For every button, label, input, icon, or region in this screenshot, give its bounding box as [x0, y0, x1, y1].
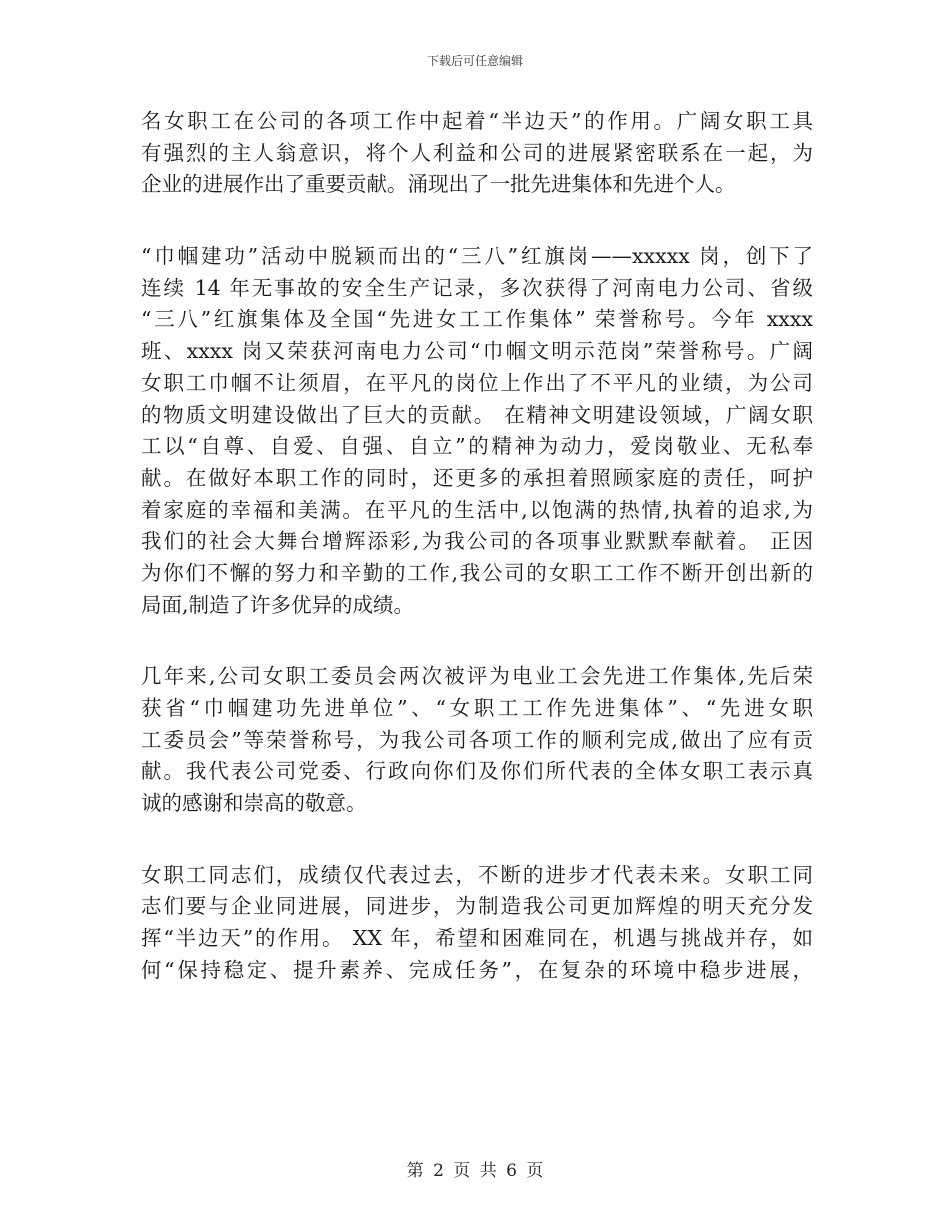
text-line: “巾帼建功”活动中脱颖而出的“三八”红旗岗——xxxxx 岗，创下了 — [141, 244, 813, 269]
document-body — [141, 106, 813, 1027]
text-line: 有强烈的主人翁意识，将个人利益和公司的进展紧密联系在一起，为 — [141, 140, 813, 165]
text-line: “三八”红旗集体及全国“先进女工工作集体” 荣誉称号。今年 xxxx — [141, 307, 813, 332]
paragraph-3 — [141, 661, 813, 819]
text-line: 何“保持稳定、提升素养、完成任务”，在复杂的环境中稳步进展， — [141, 957, 813, 982]
text-line: 诚的感谢和崇高的敬意。 — [141, 791, 367, 816]
text-line: 献。在做好本职工作的同时，还更多的承担着照顾家庭的责任，呵护 — [141, 465, 813, 490]
text-line: 我们的社会大舞台增辉添彩,为我公司的各项事业默默奉献着。 正因 — [141, 529, 813, 554]
text-line: 为你们不懈的努力和辛勤的工作,我公司的女职工工作不断开创出新的 — [141, 560, 813, 585]
text-line: 工委员会”等荣誉称号，为我公司各项工作的顺利完成,做出了应有贡 — [141, 727, 813, 752]
text-line: 的物质文明建设做出了巨大的贡献。 在精神文明建设领域，广阔女职 — [141, 402, 813, 427]
paragraph-2 — [141, 241, 813, 621]
text-line: 女职工巾帼不让须眉，在平凡的岗位上作出了不平凡的业绩，为公司 — [141, 370, 813, 395]
text-line: 局面,制造了许多优异的成绩。 — [141, 592, 415, 617]
text-line: 着家庭的幸福和美满。在平凡的生活中,以饱满的热情,执着的追求,为 — [141, 497, 813, 522]
text-line: 志们要与企业同进展，同进步，为制造我公司更加辉煌的明天充分发 — [141, 894, 813, 919]
text-line: 女职工同志们，成绩仅代表过去，不断的进步才代表未来。女职工同 — [141, 862, 813, 887]
text-line: 企业的进展作出了重要贡献。涌现出了一批先进集体和先进个人。 — [141, 172, 736, 197]
paragraph-1 — [141, 106, 813, 201]
page-number: 第 2 页 共 6 页 — [406, 1161, 544, 1181]
text-line: 挥“半边天”的作用。 XX 年，希望和困难同在，机遇与挑战并存，如 — [141, 926, 813, 951]
page-header-note: 下载后可任意编辑 — [426, 54, 523, 68]
text-line: 连续 14 年无事故的安全生产记录，多次获得了河南电力公司、省级 — [141, 275, 813, 300]
text-line: 工以“自尊、自爱、自强、自立”的精神为动力，爱岗敬业、无私奉 — [141, 434, 813, 459]
text-line: 献。我代表公司党委、行政向你们及你们所代表的全体女职工表示真 — [141, 759, 813, 784]
paragraph-4 — [141, 860, 813, 987]
text-line: 几年来,公司女职工委员会两次被评为电业工会先进工作集体,先后荣 — [141, 664, 813, 689]
text-line: 获省“巾帼建功先进单位”、“女职工工作先进集体”、“先进女职 — [141, 696, 813, 720]
text-line: 名女职工在公司的各项工作中起着“半边天”的作用。广阔女职工具 — [141, 109, 813, 133]
text-line: 班、xxxx 岗又荣获河南电力公司“巾帼文明示范岗”荣誉称号。广阔 — [141, 339, 813, 364]
